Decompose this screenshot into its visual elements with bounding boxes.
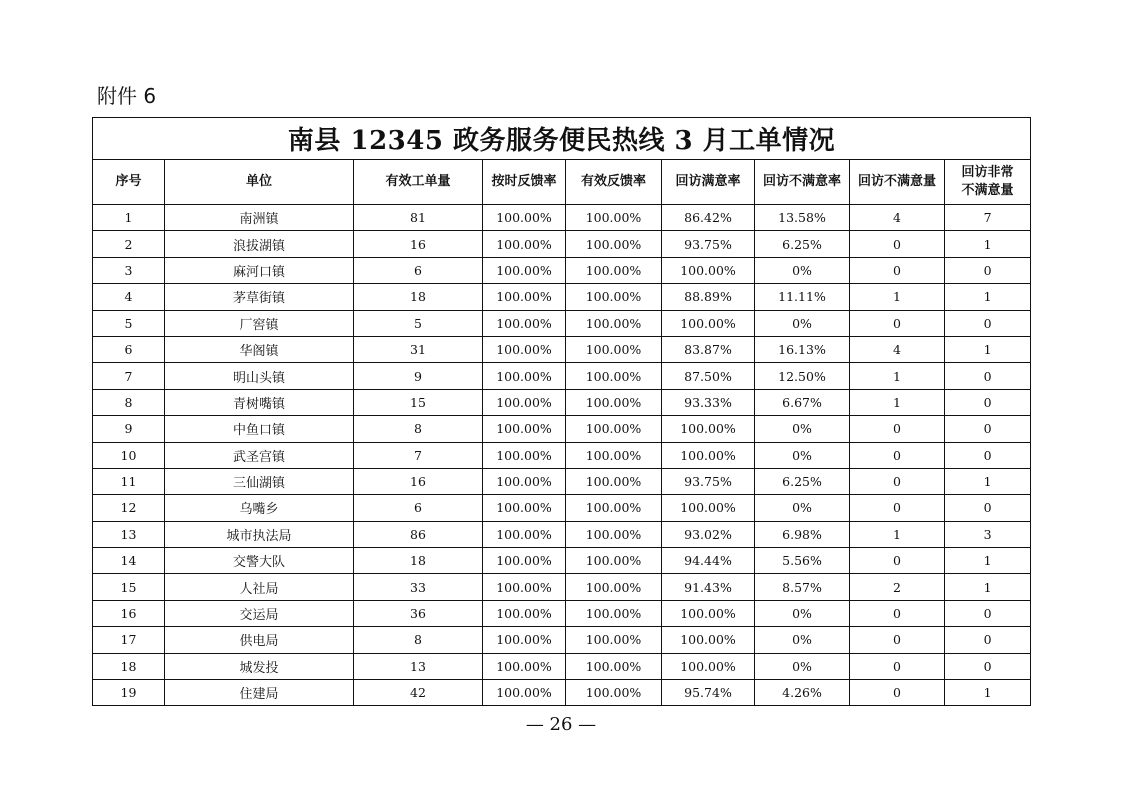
cell-unit: 明山头镇 [165, 363, 354, 389]
cell-valid-feedback-rate: 100.00% [566, 336, 662, 362]
column-header-valid-feedback-rate: 有效反馈率 [566, 160, 662, 205]
cell-index: 10 [93, 442, 165, 468]
cell-unit: 武圣宫镇 [165, 442, 354, 468]
cell-on-time-rate: 100.00% [483, 653, 566, 679]
cell-satisfaction-rate: 95.74% [662, 680, 755, 706]
table-row [93, 389, 1031, 415]
cell-unit: 交运局 [165, 600, 354, 626]
column-header-very-dissatisfied-line1: 回访非常 [961, 165, 1014, 180]
cell-dissatisfied-count: 0 [850, 257, 945, 283]
cell-unit: 南洲镇 [165, 205, 354, 231]
cell-satisfaction-rate: 86.42% [662, 205, 755, 231]
cell-valid-feedback-rate: 100.00% [566, 389, 662, 415]
cell-index: 7 [93, 363, 165, 389]
table-row [93, 336, 1031, 362]
cell-valid-orders: 18 [354, 548, 483, 574]
column-header-unit: 单位 [165, 160, 354, 205]
cell-very-dissatisfied-count: 1 [945, 680, 1031, 706]
cell-dissatisfied-count: 0 [850, 442, 945, 468]
cell-valid-orders: 7 [354, 442, 483, 468]
cell-index: 3 [93, 257, 165, 283]
table-row [93, 416, 1031, 442]
cell-index: 19 [93, 680, 165, 706]
cell-dissatisfied-count: 4 [850, 336, 945, 362]
cell-dissatisfied-count: 0 [850, 653, 945, 679]
cell-very-dissatisfied-count: 0 [945, 363, 1031, 389]
cell-on-time-rate: 100.00% [483, 336, 566, 362]
cell-unit: 城市执法局 [165, 521, 354, 547]
cell-dissatisfaction-rate: 0% [755, 600, 850, 626]
column-header-dissatisfaction-rate: 回访不满意率 [755, 160, 850, 205]
cell-index: 14 [93, 548, 165, 574]
cell-valid-orders: 18 [354, 284, 483, 310]
cell-dissatisfaction-rate: 6.98% [755, 521, 850, 547]
cell-very-dissatisfied-count: 1 [945, 284, 1031, 310]
cell-dissatisfaction-rate: 12.50% [755, 363, 850, 389]
cell-valid-feedback-rate: 100.00% [566, 548, 662, 574]
cell-on-time-rate: 100.00% [483, 231, 566, 257]
cell-valid-feedback-rate: 100.00% [566, 310, 662, 336]
cell-satisfaction-rate: 83.87% [662, 336, 755, 362]
cell-unit: 麻河口镇 [165, 257, 354, 283]
table-row [93, 284, 1031, 310]
cell-dissatisfied-count: 0 [850, 548, 945, 574]
cell-unit: 华阁镇 [165, 336, 354, 362]
cell-valid-orders: 13 [354, 653, 483, 679]
cell-unit: 住建局 [165, 680, 354, 706]
cell-unit: 人社局 [165, 574, 354, 600]
cell-valid-feedback-rate: 100.00% [566, 205, 662, 231]
cell-on-time-rate: 100.00% [483, 442, 566, 468]
cell-valid-orders: 6 [354, 495, 483, 521]
cell-dissatisfaction-rate: 0% [755, 257, 850, 283]
cell-dissatisfaction-rate: 8.57% [755, 574, 850, 600]
cell-dissatisfied-count: 0 [850, 468, 945, 494]
cell-index: 18 [93, 653, 165, 679]
attachment-label: 附件 6 [97, 84, 157, 108]
work-order-table [92, 117, 1031, 706]
table-row [93, 495, 1031, 521]
cell-very-dissatisfied-count: 1 [945, 548, 1031, 574]
cell-valid-orders: 36 [354, 600, 483, 626]
cell-index: 2 [93, 231, 165, 257]
cell-dissatisfied-count: 0 [850, 231, 945, 257]
cell-valid-feedback-rate: 100.00% [566, 653, 662, 679]
cell-on-time-rate: 100.00% [483, 205, 566, 231]
cell-valid-orders: 16 [354, 231, 483, 257]
cell-on-time-rate: 100.00% [483, 521, 566, 547]
cell-valid-feedback-rate: 100.00% [566, 284, 662, 310]
table-row [93, 468, 1031, 494]
cell-dissatisfaction-rate: 5.56% [755, 548, 850, 574]
cell-valid-orders: 8 [354, 627, 483, 653]
cell-unit: 交警大队 [165, 548, 354, 574]
cell-dissatisfied-count: 0 [850, 495, 945, 521]
cell-on-time-rate: 100.00% [483, 495, 566, 521]
cell-valid-feedback-rate: 100.00% [566, 442, 662, 468]
cell-satisfaction-rate: 100.00% [662, 495, 755, 521]
table-row [93, 231, 1031, 257]
cell-index: 15 [93, 574, 165, 600]
cell-index: 16 [93, 600, 165, 626]
cell-very-dissatisfied-count: 3 [945, 521, 1031, 547]
cell-dissatisfaction-rate: 6.67% [755, 389, 850, 415]
cell-valid-feedback-rate: 100.00% [566, 231, 662, 257]
cell-index: 11 [93, 468, 165, 494]
table-row [93, 653, 1031, 679]
cell-index: 5 [93, 310, 165, 336]
cell-dissatisfied-count: 0 [850, 680, 945, 706]
cell-valid-feedback-rate: 100.00% [566, 521, 662, 547]
cell-on-time-rate: 100.00% [483, 416, 566, 442]
cell-valid-orders: 86 [354, 521, 483, 547]
cell-valid-orders: 6 [354, 257, 483, 283]
cell-index: 1 [93, 205, 165, 231]
cell-on-time-rate: 100.00% [483, 284, 566, 310]
cell-satisfaction-rate: 100.00% [662, 627, 755, 653]
cell-on-time-rate: 100.00% [483, 574, 566, 600]
cell-very-dissatisfied-count: 7 [945, 205, 1031, 231]
table-header-row [93, 160, 1031, 205]
cell-valid-feedback-rate: 100.00% [566, 600, 662, 626]
cell-on-time-rate: 100.00% [483, 257, 566, 283]
table-row [93, 521, 1031, 547]
cell-valid-orders: 15 [354, 389, 483, 415]
cell-dissatisfaction-rate: 0% [755, 416, 850, 442]
table-row [93, 600, 1031, 626]
cell-very-dissatisfied-count: 0 [945, 627, 1031, 653]
cell-index: 4 [93, 284, 165, 310]
cell-valid-orders: 31 [354, 336, 483, 362]
cell-dissatisfaction-rate: 0% [755, 495, 850, 521]
cell-satisfaction-rate: 100.00% [662, 600, 755, 626]
cell-on-time-rate: 100.00% [483, 310, 566, 336]
table-row [93, 627, 1031, 653]
cell-index: 8 [93, 389, 165, 415]
table-row [93, 257, 1031, 283]
cell-unit: 乌嘴乡 [165, 495, 354, 521]
cell-dissatisfied-count: 0 [850, 600, 945, 626]
cell-unit: 浪拔湖镇 [165, 231, 354, 257]
cell-satisfaction-rate: 87.50% [662, 363, 755, 389]
cell-on-time-rate: 100.00% [483, 680, 566, 706]
cell-valid-orders: 8 [354, 416, 483, 442]
cell-satisfaction-rate: 100.00% [662, 257, 755, 283]
cell-on-time-rate: 100.00% [483, 548, 566, 574]
cell-valid-orders: 5 [354, 310, 483, 336]
cell-on-time-rate: 100.00% [483, 468, 566, 494]
cell-valid-feedback-rate: 100.00% [566, 416, 662, 442]
cell-valid-feedback-rate: 100.00% [566, 495, 662, 521]
cell-unit: 城发投 [165, 653, 354, 679]
cell-valid-feedback-rate: 100.00% [566, 627, 662, 653]
column-header-satisfaction-rate: 回访满意率 [662, 160, 755, 205]
cell-index: 12 [93, 495, 165, 521]
cell-very-dissatisfied-count: 0 [945, 416, 1031, 442]
cell-very-dissatisfied-count: 0 [945, 257, 1031, 283]
table-row [93, 205, 1031, 231]
cell-dissatisfaction-rate: 0% [755, 653, 850, 679]
cell-very-dissatisfied-count: 1 [945, 574, 1031, 600]
cell-very-dissatisfied-count: 0 [945, 442, 1031, 468]
cell-dissatisfied-count: 0 [850, 416, 945, 442]
cell-valid-orders: 81 [354, 205, 483, 231]
cell-satisfaction-rate: 100.00% [662, 653, 755, 679]
cell-dissatisfied-count: 1 [850, 521, 945, 547]
cell-very-dissatisfied-count: 0 [945, 495, 1031, 521]
table-title: 南县 12345 政务服务便民热线 3 月工单情况 [93, 118, 1031, 160]
cell-very-dissatisfied-count: 1 [945, 231, 1031, 257]
cell-dissatisfied-count: 1 [850, 363, 945, 389]
cell-valid-orders: 9 [354, 363, 483, 389]
cell-satisfaction-rate: 93.02% [662, 521, 755, 547]
cell-on-time-rate: 100.00% [483, 389, 566, 415]
cell-dissatisfaction-rate: 4.26% [755, 680, 850, 706]
cell-dissatisfaction-rate: 16.13% [755, 336, 850, 362]
cell-unit: 茅草街镇 [165, 284, 354, 310]
table-row [93, 363, 1031, 389]
cell-satisfaction-rate: 93.75% [662, 231, 755, 257]
cell-dissatisfied-count: 1 [850, 284, 945, 310]
cell-satisfaction-rate: 100.00% [662, 442, 755, 468]
cell-dissatisfaction-rate: 13.58% [755, 205, 850, 231]
column-header-valid-orders: 有效工单量 [354, 160, 483, 205]
table-row [93, 548, 1031, 574]
cell-index: 6 [93, 336, 165, 362]
cell-very-dissatisfied-count: 0 [945, 389, 1031, 415]
cell-dissatisfaction-rate: 11.11% [755, 284, 850, 310]
cell-valid-orders: 16 [354, 468, 483, 494]
column-header-on-time-rate: 按时反馈率 [483, 160, 566, 205]
table-body [93, 205, 1031, 706]
cell-index: 13 [93, 521, 165, 547]
cell-satisfaction-rate: 93.75% [662, 468, 755, 494]
cell-satisfaction-rate: 93.33% [662, 389, 755, 415]
cell-satisfaction-rate: 94.44% [662, 548, 755, 574]
cell-valid-orders: 42 [354, 680, 483, 706]
cell-dissatisfaction-rate: 0% [755, 310, 850, 336]
cell-on-time-rate: 100.00% [483, 627, 566, 653]
cell-dissatisfied-count: 1 [850, 389, 945, 415]
cell-dissatisfaction-rate: 0% [755, 627, 850, 653]
cell-unit: 厂窖镇 [165, 310, 354, 336]
cell-very-dissatisfied-count: 0 [945, 653, 1031, 679]
cell-satisfaction-rate: 100.00% [662, 416, 755, 442]
cell-dissatisfied-count: 4 [850, 205, 945, 231]
cell-unit: 供电局 [165, 627, 354, 653]
cell-valid-feedback-rate: 100.00% [566, 468, 662, 494]
table-row [93, 310, 1031, 336]
cell-valid-feedback-rate: 100.00% [566, 257, 662, 283]
column-header-dissatisfied-count: 回访不满意量 [850, 160, 945, 205]
cell-dissatisfaction-rate: 6.25% [755, 468, 850, 494]
cell-on-time-rate: 100.00% [483, 600, 566, 626]
cell-unit: 三仙湖镇 [165, 468, 354, 494]
cell-valid-orders: 33 [354, 574, 483, 600]
column-header-very-dissatisfied-count [945, 160, 1031, 205]
cell-valid-feedback-rate: 100.00% [566, 680, 662, 706]
cell-unit: 中鱼口镇 [165, 416, 354, 442]
cell-dissatisfaction-rate: 0% [755, 442, 850, 468]
cell-index: 9 [93, 416, 165, 442]
cell-very-dissatisfied-count: 1 [945, 468, 1031, 494]
cell-very-dissatisfied-count: 1 [945, 336, 1031, 362]
cell-dissatisfied-count: 2 [850, 574, 945, 600]
cell-valid-feedback-rate: 100.00% [566, 363, 662, 389]
column-header-index: 序号 [93, 160, 165, 205]
cell-satisfaction-rate: 100.00% [662, 310, 755, 336]
cell-dissatisfied-count: 0 [850, 627, 945, 653]
cell-very-dissatisfied-count: 0 [945, 310, 1031, 336]
cell-satisfaction-rate: 88.89% [662, 284, 755, 310]
table-row [93, 442, 1031, 468]
cell-valid-feedback-rate: 100.00% [566, 574, 662, 600]
cell-on-time-rate: 100.00% [483, 363, 566, 389]
page-number: — 26 — [525, 714, 597, 735]
cell-dissatisfied-count: 0 [850, 310, 945, 336]
cell-index: 17 [93, 627, 165, 653]
column-header-very-dissatisfied-line2: 不满意量 [961, 183, 1014, 198]
cell-unit: 青树嘴镇 [165, 389, 354, 415]
cell-dissatisfaction-rate: 6.25% [755, 231, 850, 257]
table-row [93, 680, 1031, 706]
cell-very-dissatisfied-count: 0 [945, 600, 1031, 626]
cell-satisfaction-rate: 91.43% [662, 574, 755, 600]
table-row [93, 574, 1031, 600]
